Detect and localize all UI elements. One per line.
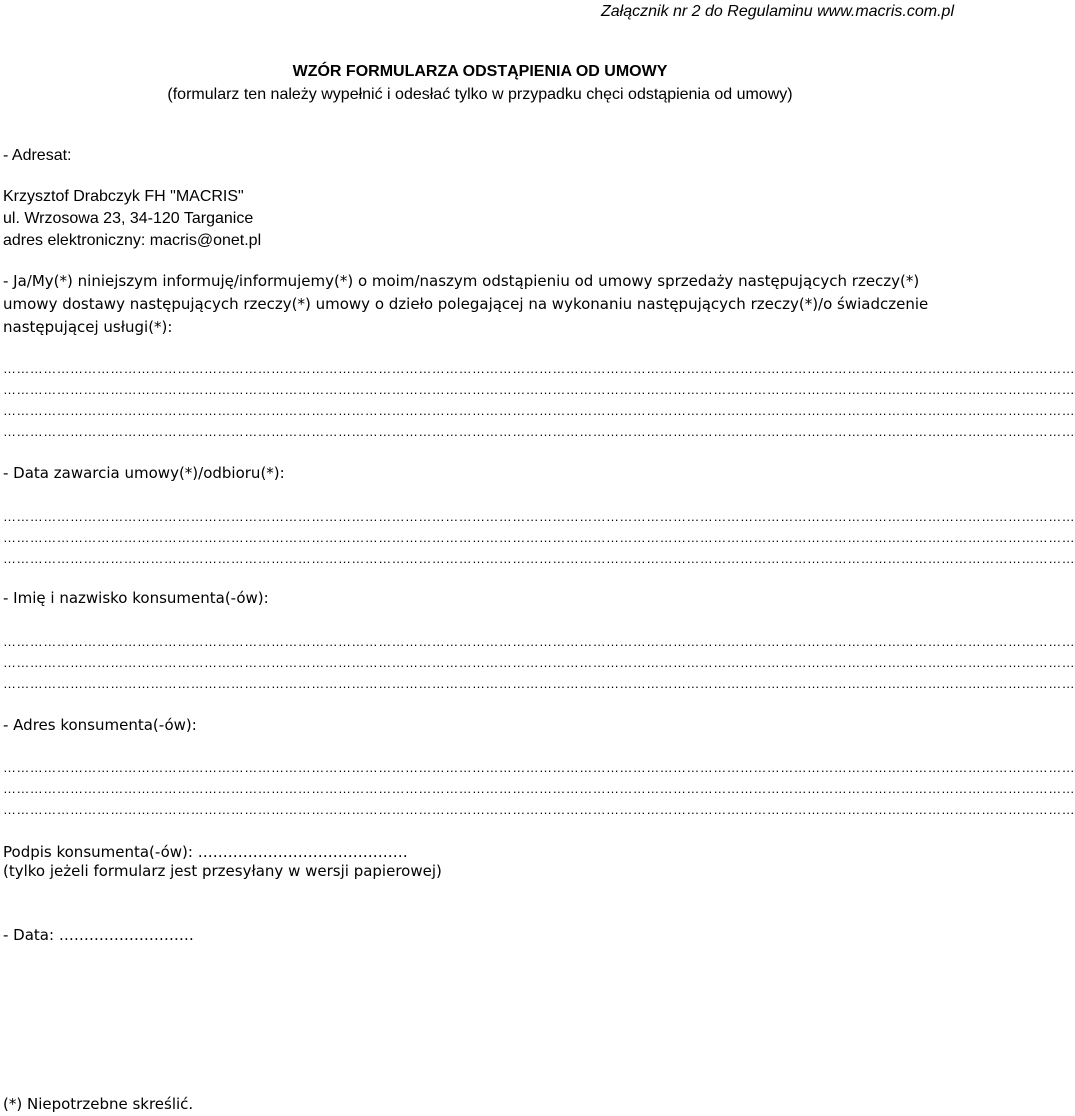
form-title: WZÓR FORMULARZA ODSTĄPIENIA OD UMOWY bbox=[292, 63, 668, 80]
addressee-email: adres elektroniczny: macris@onet.pl bbox=[3, 232, 262, 249]
date-label: - Data: ……………………… bbox=[3, 926, 194, 944]
consumer-name-fill-line: …………………………………………………………………………………………………………………………………………………………………………………………………………………… bbox=[3, 634, 1075, 649]
declaration-fill-line: …………………………………………………………………………………………………………………………………………………………………………………………………………………… bbox=[3, 424, 1075, 439]
consumer-address-fill-line: …………………………………………………………………………………………………………………………………………………………………………………………………………………… bbox=[3, 760, 1075, 775]
signature-label: Podpis konsumenta(-ów): …………………………………… bbox=[3, 843, 408, 861]
addressee-street: ul. Wrzosowa 23, 34-120 Targanice bbox=[3, 210, 254, 227]
contract-date-label: - Data zawarcia umowy(*)/odbioru(*): bbox=[3, 464, 285, 482]
declaration-fill-line: …………………………………………………………………………………………………………………………………………………………………………………………………………………… bbox=[3, 403, 1075, 418]
consumer-address-fill-line: …………………………………………………………………………………………………………………………………………………………………………………………………………………… bbox=[3, 781, 1075, 796]
addressee-label: - Adresat: bbox=[3, 147, 72, 164]
form-subtitle: (formularz ten należy wypełnić i odesłać tylko w przypadku chęci odstąpienia od umowy) bbox=[167, 86, 793, 103]
declaration-fill-line: …………………………………………………………………………………………………………………………………………………………………………………………………………………… bbox=[3, 382, 1075, 397]
contract-date-fill-line: …………………………………………………………………………………………………………………………………………………………………………………………………………………… bbox=[3, 551, 1075, 566]
contract-date-fill-line: …………………………………………………………………………………………………………………………………………………………………………………………………………………… bbox=[3, 530, 1075, 545]
consumer-address-label: - Adres konsumenta(-ów): bbox=[3, 716, 197, 734]
signature-note: (tylko jeżeli formularz jest przesyłany w wersji papierowej) bbox=[3, 862, 442, 880]
contract-date-fill-line: …………………………………………………………………………………………………………………………………………………………………………………………………………………… bbox=[3, 509, 1075, 524]
addressee-name: Krzysztof Drabczyk FH "MACRIS" bbox=[3, 188, 244, 205]
annex-header-note: Załącznik nr 2 do Regulaminu www.macris.com.pl bbox=[600, 3, 954, 20]
consumer-name-fill-line: …………………………………………………………………………………………………………………………………………………………………………………………………………………… bbox=[3, 655, 1075, 670]
withdrawal-declaration: - Ja/My(*) niniejszym informuję/informujemy(*) o moim/naszym odstąpieniu od umowy sprzedaży następujących rzeczy(*) umowy dostawy następujących rzeczy(*) umowy o dzieło polegającej na wykonaniu następujących rzeczy(*)/o świadczenie następującej usługi(*): bbox=[3, 272, 929, 336]
footnote: (*) Niepotrzebne skreślić. bbox=[3, 1095, 194, 1113]
consumer-address-fill-line: …………………………………………………………………………………………………………………………………………………………………………………………………………………… bbox=[3, 802, 1075, 817]
consumer-name-fill-line: …………………………………………………………………………………………………………………………………………………………………………………………………………………… bbox=[3, 676, 1075, 691]
consumer-name-label: - Imię i nazwisko konsumenta(-ów): bbox=[3, 589, 269, 607]
declaration-fill-line: …………………………………………………………………………………………………………………………………………………………………………………………………………………… bbox=[3, 361, 1075, 376]
